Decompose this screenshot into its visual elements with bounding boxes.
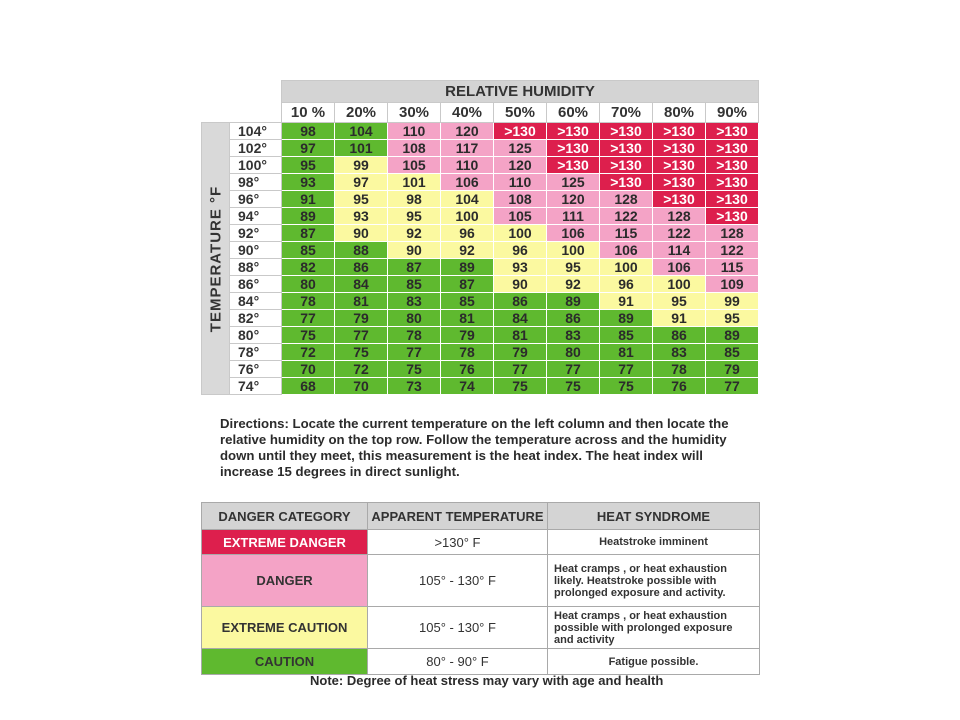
heat-index-cell: 95	[282, 157, 335, 174]
heat-index-cell: >130	[653, 140, 706, 157]
heat-index-cell: 85	[282, 242, 335, 259]
heat-index-cell: 91	[653, 310, 706, 327]
heat-index-cell: 89	[441, 259, 494, 276]
relative-humidity-title: RELATIVE HUMIDITY	[282, 81, 759, 103]
legend-row	[202, 530, 760, 555]
heat-index-cell: 75	[494, 378, 547, 395]
legend-header-row	[202, 503, 760, 530]
legend-row	[202, 649, 760, 675]
heat-index-cell: 77	[388, 344, 441, 361]
heat-index-cell: 77	[494, 361, 547, 378]
heat-index-row	[202, 208, 759, 225]
heat-index-row	[202, 344, 759, 361]
heat-index-cell: 95	[335, 191, 388, 208]
heat-index-cell: 70	[335, 378, 388, 395]
heat-index-cell: 100	[494, 225, 547, 242]
heat-index-cell: >130	[653, 157, 706, 174]
heat-index-cell: 85	[706, 344, 759, 361]
heat-index-cell: 125	[494, 140, 547, 157]
legend-body	[202, 530, 760, 675]
heat-index-cell: 93	[282, 174, 335, 191]
heat-index-cell: 75	[388, 361, 441, 378]
humidity-header-cell: 60%	[547, 103, 600, 123]
heat-index-cell: 99	[706, 293, 759, 310]
heat-index-cell: 78	[388, 327, 441, 344]
heat-index-cell: 72	[282, 344, 335, 361]
heat-index-cell: 114	[653, 242, 706, 259]
heat-index-cell: 86	[494, 293, 547, 310]
heat-index-cell: 90	[494, 276, 547, 293]
heat-syndrome-text: Heatstroke imminent	[548, 530, 760, 555]
heat-index-cell: 89	[547, 293, 600, 310]
heat-index-cell: 92	[441, 242, 494, 259]
humidity-header-cell: 40%	[441, 103, 494, 123]
heat-index-cell: >130	[547, 140, 600, 157]
temperature-label: 74°	[230, 378, 282, 395]
heat-index-cell: 89	[600, 310, 653, 327]
heat-index-cell: >130	[547, 157, 600, 174]
heat-index-cell: 74	[441, 378, 494, 395]
heat-index-cell: 122	[600, 208, 653, 225]
heat-index-row	[202, 140, 759, 157]
heat-index-cell: >130	[706, 208, 759, 225]
heat-index-cell: 68	[282, 378, 335, 395]
heat-index-row	[202, 174, 759, 191]
heat-index-row	[202, 361, 759, 378]
heat-index-cell: 81	[494, 327, 547, 344]
heat-index-table	[201, 80, 759, 395]
heat-index-cell: 97	[335, 174, 388, 191]
temperature-label: 104°	[230, 123, 282, 140]
heat-index-cell: >130	[600, 174, 653, 191]
heat-index-cell: 95	[653, 293, 706, 310]
temperature-label: 102°	[230, 140, 282, 157]
heat-index-cell: 73	[388, 378, 441, 395]
heat-index-cell: 105	[494, 208, 547, 225]
heat-index-cell: 104	[441, 191, 494, 208]
heat-index-cell: 120	[547, 191, 600, 208]
legend-header-temperature: APPARENT TEMPERATURE	[368, 503, 548, 530]
heat-index-cell: 96	[494, 242, 547, 259]
heat-index-cell: 83	[547, 327, 600, 344]
heat-index-cell: 128	[706, 225, 759, 242]
humidity-header-cell: 80%	[653, 103, 706, 123]
heat-index-cell: >130	[547, 123, 600, 140]
heat-index-cell: 120	[441, 123, 494, 140]
danger-category-label: DANGER	[202, 555, 368, 607]
heat-index-row	[202, 242, 759, 259]
heat-index-cell: 90	[388, 242, 441, 259]
heat-index-cell: 108	[388, 140, 441, 157]
heat-index-cell: 122	[653, 225, 706, 242]
apparent-temperature-value: 80° - 90° F	[368, 649, 548, 675]
heat-index-cell: 90	[335, 225, 388, 242]
temperature-label: 92°	[230, 225, 282, 242]
heat-index-row	[202, 293, 759, 310]
corner-blank	[202, 103, 282, 123]
heat-index-cell: 95	[547, 259, 600, 276]
heat-index-cell: 77	[282, 310, 335, 327]
temperature-label: 96°	[230, 191, 282, 208]
heat-index-cell: 87	[388, 259, 441, 276]
heat-index-cell: 81	[335, 293, 388, 310]
heat-index-cell: 80	[547, 344, 600, 361]
danger-category-label: CAUTION	[202, 649, 368, 675]
heat-index-cell: >130	[706, 157, 759, 174]
heat-index-cell: 85	[600, 327, 653, 344]
heat-index-cell: 75	[282, 327, 335, 344]
heat-index-cell: 109	[706, 276, 759, 293]
heat-index-cell: 93	[494, 259, 547, 276]
heat-index-cell: 100	[441, 208, 494, 225]
heat-index-cell: >130	[706, 123, 759, 140]
heat-index-cell: 122	[706, 242, 759, 259]
heat-index-cell: 84	[494, 310, 547, 327]
heat-index-cell: 101	[335, 140, 388, 157]
heat-index-cell: >130	[600, 140, 653, 157]
heat-index-row	[202, 259, 759, 276]
danger-category-label: EXTREME DANGER	[202, 530, 368, 555]
heat-index-cell: 78	[653, 361, 706, 378]
apparent-temperature-value: 105° - 130° F	[368, 555, 548, 607]
heat-index-cell: 77	[335, 327, 388, 344]
heat-index-cell: 99	[335, 157, 388, 174]
heat-index-cell: 96	[441, 225, 494, 242]
heat-index-cell: 70	[282, 361, 335, 378]
heat-index-cell: 85	[388, 276, 441, 293]
heat-index-row	[202, 378, 759, 395]
heat-index-cell: 106	[600, 242, 653, 259]
temperature-label: 78°	[230, 344, 282, 361]
heat-index-cell: 98	[282, 123, 335, 140]
heat-index-cell: 75	[547, 378, 600, 395]
heat-index-cell: 93	[335, 208, 388, 225]
heat-index-cell: 85	[441, 293, 494, 310]
heat-index-body	[202, 123, 759, 395]
heat-index-cell: >130	[600, 123, 653, 140]
temperature-label: 84°	[230, 293, 282, 310]
heat-index-row	[202, 276, 759, 293]
humidity-header-row	[202, 103, 759, 123]
heat-index-cell: 111	[547, 208, 600, 225]
heat-index-cell: >130	[706, 191, 759, 208]
heat-index-cell: 82	[282, 259, 335, 276]
heat-index-cell: 115	[600, 225, 653, 242]
heat-index-cell: 92	[547, 276, 600, 293]
heat-index-cell: 120	[494, 157, 547, 174]
heat-index-cell: 101	[388, 174, 441, 191]
heat-index-cell: 100	[600, 259, 653, 276]
heat-index-cell: 75	[335, 344, 388, 361]
temperature-axis	[202, 123, 230, 395]
heat-index-row	[202, 310, 759, 327]
heat-index-cell: 81	[600, 344, 653, 361]
apparent-temperature-value: 105° - 130° F	[368, 607, 548, 649]
temperature-label: 98°	[230, 174, 282, 191]
heat-index-cell: 95	[706, 310, 759, 327]
heat-index-cell: 115	[706, 259, 759, 276]
heat-index-cell: 96	[600, 276, 653, 293]
humidity-header-cell: 30%	[388, 103, 441, 123]
heat-index-cell: 110	[441, 157, 494, 174]
heat-index-row	[202, 123, 759, 140]
heat-index-cell: 86	[335, 259, 388, 276]
heat-index-cell: 92	[388, 225, 441, 242]
apparent-temperature-value: >130° F	[368, 530, 548, 555]
temperature-label: 100°	[230, 157, 282, 174]
directions-text: Directions: Locate the current temperature on the left column and then locate the relative humidity on the top row. Follow the temperature across and the humidity down until they meet, this measurement is the heat index. The heat index will increase 15 degrees in direct sunlight.	[220, 416, 729, 479]
heat-index-row	[202, 191, 759, 208]
heat-index-cell: 80	[282, 276, 335, 293]
temperature-axis-label: TEMPERATURE °F	[207, 185, 224, 332]
legend-header-syndrome: HEAT SYNDROME	[548, 503, 760, 530]
heat-index-cell: 128	[653, 208, 706, 225]
heat-index-cell: 77	[600, 361, 653, 378]
heat-index-row	[202, 157, 759, 174]
heat-index-cell: 88	[335, 242, 388, 259]
heat-index-cell: 79	[706, 361, 759, 378]
heat-index-cell: 100	[653, 276, 706, 293]
temperature-label: 86°	[230, 276, 282, 293]
heat-index-row	[202, 225, 759, 242]
heat-index-cell: 79	[494, 344, 547, 361]
heat-index-cell: 108	[494, 191, 547, 208]
legend-row	[202, 607, 760, 649]
heat-index-cell: 117	[441, 140, 494, 157]
heat-index-cell: >130	[706, 140, 759, 157]
heat-index-cell: 110	[494, 174, 547, 191]
heat-syndrome-text: Fatigue possible.	[548, 649, 760, 675]
heat-index-cell: >130	[653, 191, 706, 208]
heat-index-cell: 87	[441, 276, 494, 293]
danger-legend-table	[201, 502, 760, 675]
temperature-label: 88°	[230, 259, 282, 276]
heat-index-cell: 128	[600, 191, 653, 208]
heat-index-cell: 79	[335, 310, 388, 327]
heat-index-cell: 76	[653, 378, 706, 395]
heat-index-cell: 125	[547, 174, 600, 191]
heat-index-cell: 106	[547, 225, 600, 242]
heat-index-cell: >130	[494, 123, 547, 140]
heat-index-cell: 89	[706, 327, 759, 344]
heat-index-cell: 79	[441, 327, 494, 344]
heat-index-cell: 100	[547, 242, 600, 259]
heat-index-cell: >130	[600, 157, 653, 174]
heat-index-row	[202, 327, 759, 344]
heat-index-cell: >130	[653, 123, 706, 140]
heat-index-cell: 104	[335, 123, 388, 140]
humidity-header-cell: 10 %	[282, 103, 335, 123]
heat-index-cell: 105	[388, 157, 441, 174]
note-text: Note: Degree of heat stress may vary with age and health	[310, 673, 664, 688]
heat-index-cell: 98	[388, 191, 441, 208]
heat-index-cell: 95	[388, 208, 441, 225]
temperature-label: 82°	[230, 310, 282, 327]
heat-index-cell: >130	[653, 174, 706, 191]
temperature-label: 76°	[230, 361, 282, 378]
temperature-label: 80°	[230, 327, 282, 344]
legend-header-category: DANGER CATEGORY	[202, 503, 368, 530]
heat-index-cell: 75	[600, 378, 653, 395]
heat-index-cell: 78	[282, 293, 335, 310]
heat-index-cell: 81	[441, 310, 494, 327]
heat-index-cell: 86	[547, 310, 600, 327]
heat-index-cell: >130	[706, 174, 759, 191]
danger-category-label: EXTREME CAUTION	[202, 607, 368, 649]
humidity-header-cell: 90%	[706, 103, 759, 123]
heat-index-cell: 89	[282, 208, 335, 225]
humidity-header-cell: 50%	[494, 103, 547, 123]
heat-index-cell: 91	[600, 293, 653, 310]
heat-index-cell: 91	[282, 191, 335, 208]
heat-index-cell: 77	[547, 361, 600, 378]
corner-blank	[202, 81, 282, 103]
legend-row	[202, 555, 760, 607]
temperature-label: 94°	[230, 208, 282, 225]
heat-index-cell: 77	[706, 378, 759, 395]
heat-index-cell: 83	[653, 344, 706, 361]
heat-index-cell: 97	[282, 140, 335, 157]
heat-index-cell: 84	[335, 276, 388, 293]
heat-syndrome-text: Heat cramps , or heat exhaustion possible with prolonged exposure and activity	[548, 607, 760, 649]
heat-index-cell: 106	[441, 174, 494, 191]
heat-index-cell: 72	[335, 361, 388, 378]
temperature-label: 90°	[230, 242, 282, 259]
heat-index-cell: 110	[388, 123, 441, 140]
heat-syndrome-text: Heat cramps , or heat exhaustion likely. Heatstroke possible with prolonged exposure and activity.	[548, 555, 760, 607]
heat-index-cell: 106	[653, 259, 706, 276]
heat-index-cell: 87	[282, 225, 335, 242]
heat-index-cell: 78	[441, 344, 494, 361]
heat-index-cell: 83	[388, 293, 441, 310]
heat-index-cell: 80	[388, 310, 441, 327]
heat-index-cell: 76	[441, 361, 494, 378]
heat-index-cell: 86	[653, 327, 706, 344]
humidity-header-cell: 70%	[600, 103, 653, 123]
humidity-header-cell: 20%	[335, 103, 388, 123]
